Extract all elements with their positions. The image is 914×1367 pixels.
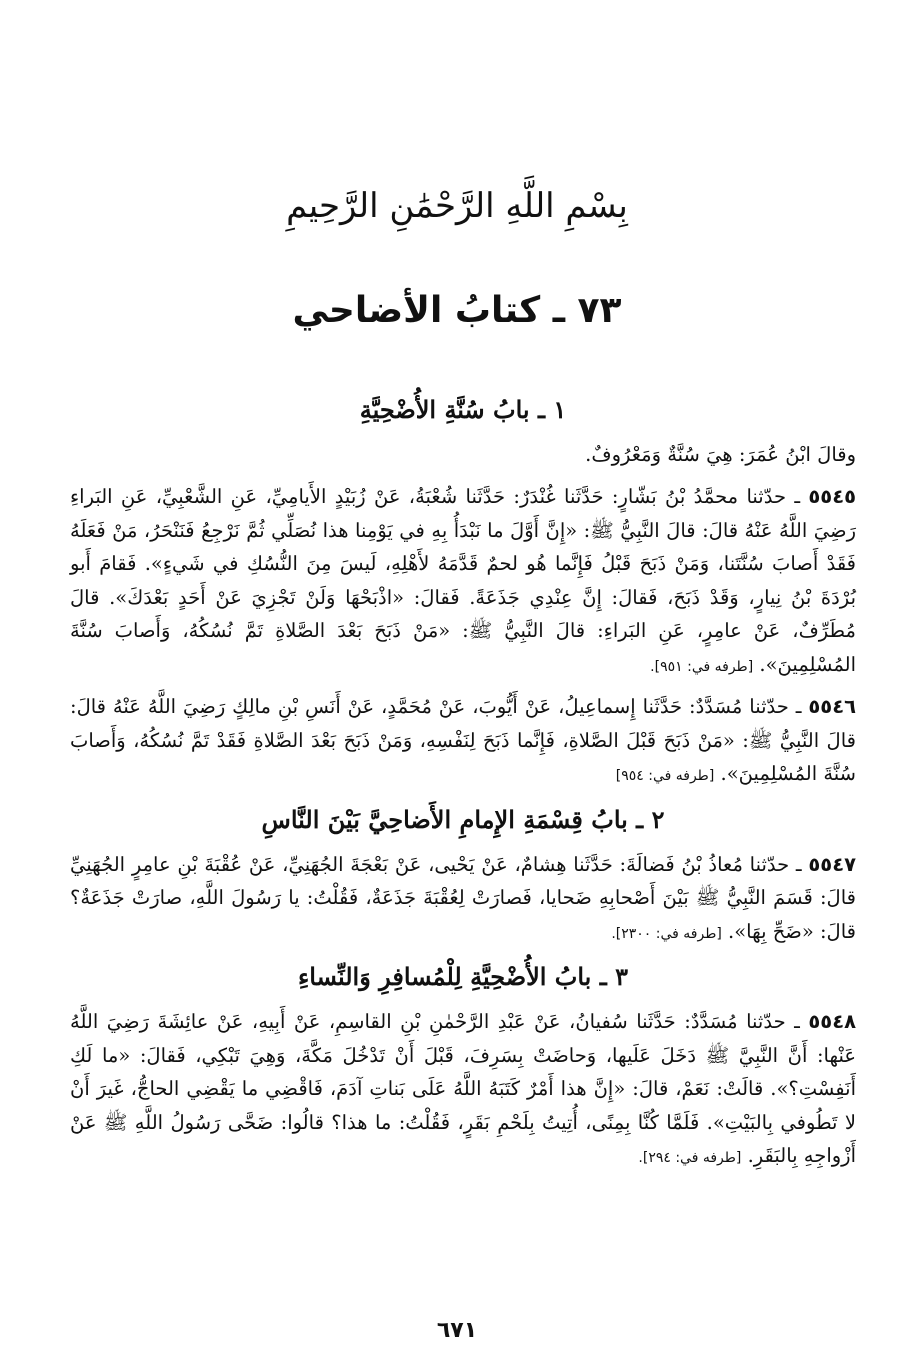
hadith-paragraph bbox=[70, 480, 856, 684]
hadith-number: ٥٥٤٨ bbox=[808, 1010, 857, 1033]
chapter-section bbox=[70, 800, 856, 952]
chapter-section bbox=[70, 957, 856, 1176]
hadith-number: ٥٥٤٦ bbox=[808, 695, 856, 718]
page-number: ٦٧١ bbox=[436, 1318, 478, 1343]
page-content bbox=[70, 390, 856, 1182]
chapter-heading: ٢ ـ بابُ قِسْمَةِ الإِمامِ الأَضاحِيَّ بَيْنَ النَّاسِ bbox=[261, 804, 665, 834]
hadith-text: ـ حدّثنا مُسَدَّدٌ: حَدَّثَنا إِسماعِيلُ، عَنْ أَيُّوبَ، عَنْ مُحَمَّدٍ، عَنْ أَنَسِ بْنِ مالِكٍ رَضِيَ اللَّهُ عَنْهُ قالَ: قالَ النَّبِيُّ ﷺ: «مَنْ ذَبَحَ قَبْلَ الصَّلاةِ، فَإِنَّما ذَبَحَ لِنَفْسِهِ، وَمَنْ ذَبَحَ بَعْدَ الصَّلاةِ فَقَدْ تَمَّ نُسُكُهُ، وَأَصابَ سُنَّةَ المُسْلِمِينَ». bbox=[70, 695, 856, 785]
chapter-heading: ٣ ـ بابُ الأُضْحِيَّةِ لِلْمُسافِرِ وَالنِّساءِ bbox=[297, 962, 628, 991]
hadith-number: ٥٥٤٥ bbox=[808, 485, 856, 508]
hadith-text: ـ حدّثنا محمَّدُ بْنُ بَشّارٍ: حَدَّثَنا غُنْدَرٌ: حَدَّثَنا شُعْبَةُ، عَنْ زُبَيْدٍ الأَيامِيِّ، عَنِ الشَّعْبِيِّ، عَنِ البَراءِ رَضِيَ اللَّهُ عَنْهُ قالَ: قالَ النَّبِيُّ ﷺ: «إِنَّ أَوَّلَ ما نَبْدَأُ بِهِ في يَوْمِنا هذا نُصَلِّي ثُمَّ نَرْجِعُ فَنَنْحَرُ، مَنْ فَعَلَهُ فَقَدْ أَصابَ سُنَّتَنا، وَمَنْ ذَبَحَ قَبْلُ فَإِنَّما هُو لحمٌ قَدَّمَهُ لأَهْلِهِ، لَيسَ مِنَ النُّسُكِ في شَيءٍ». فَقامَ أَبو بُرْدَةَ بْنُ نِيارٍ، وَقَدْ ذَبَحَ، فَقالَ: إِنَّ عِنْدِي جَذَعَةً. فَقالَ: «اذْبَحْهَا وَلَنْ تَجْزِيَ عَنْ أَحَدٍ بَعْدَكَ». قالَ مُطَرِّفٌ، عَنْ عامِرٍ، عَنِ البَراءِ: قالَ النَّبِيُّ ﷺ: «مَنْ ذَبَحَ بَعْدَ الصَّلاةِ تَمَّ نُسُكُهُ، وَأَصابَ سُنَّةَ المُسْلِمِينَ». bbox=[70, 485, 856, 676]
hadith-reference: [طرفه في: ٢٣٠٠]. bbox=[611, 925, 722, 942]
chapter-intro: وقالَ ابْنُ عُمَرَ: هِيَ سُنَّةٌ وَمَعْرُوفٌ. bbox=[585, 443, 856, 466]
book-title: ٧٣ ـ كتابُ الأضاحي bbox=[292, 290, 622, 331]
hadith-reference: [طرفه في: ٢٩٤]. bbox=[638, 1150, 742, 1166]
chapter-section bbox=[70, 390, 856, 794]
hadith-text: ـ حدّثنا مُعاذُ بْنُ فَضالَةَ: حَدَّثَنا هِشامٌ، عَنْ يَحْيى، عَنْ بَعْجَةَ الجُهَنِيِّ، عَنْ عُقْبَةَ بْنِ عامِرٍ الجُهَنِيِّ قالَ: قَسَمَ النَّبِيُّ ﷺ بَيْنَ أَصْحابِهِ ضَحايا، فَصارَتْ لِعُقْبَةَ جَذَعَةٌ، فَقُلْتُ: يا رَسُولَ اللَّهِ، صارَتْ جَذَعَةٌ؟ قالَ: «ضَحِّ بِهَا». bbox=[70, 852, 856, 943]
hadith-paragraph bbox=[70, 1005, 856, 1176]
hadith-reference: [طرفه في: ٩٥١]. bbox=[650, 658, 754, 675]
chapter-heading: ١ ـ بابُ سُنَّةِ الأُضْحِيَّةِ bbox=[359, 395, 567, 424]
hadith-reference: [طرفه في: ٩٥٤] bbox=[615, 768, 715, 784]
hadith-paragraph bbox=[70, 690, 856, 794]
hadith-text: ـ حدّثنا مُسَدَّدٌ: حَدَّثَنا سُفيانُ، عَنْ عَبْدِ الرَّحْمٰنِ بْنِ القاسِمِ، عَنْ أَبِيهِ، عَنْ عائِشَةَ رَضِيَ اللَّهُ عَنْها: أَنَّ النَّبِيَّ ﷺ دَخَلَ عَلَيها، وَحاضَتْ بِسَرِفَ، قَبْلَ أَنْ تَدْخُلَ مَكَّةَ، وَهِيَ تَبْكِي، فَقالَ: «ما لَكِ أَنَفِسْتِ؟». قالَتْ: نَعَمْ، قالَ: «إِنَّ هذا أَمْرٌ كَتَبَهُ اللَّهُ عَلَى بَناتِ آدَمَ، فَاقْضِي ما يَقْضِي الحاجُّ، غَيرَ أَنْ لا تَطُوفي بِالبَيْتِ». فَلَمَّا كُنَّا بِمِنًى، أُتِيتُ بِلَحْمِ بَقَرٍ، فَقُلْتُ: ما هذا؟ قالُوا: ضَحَّى رَسُولُ اللَّهِ ﷺ عَنْ أَزْواجِهِ بِالبَقَرِ. bbox=[70, 1010, 856, 1167]
hadith-paragraph bbox=[70, 848, 856, 952]
basmala-heading: بِسْمِ اللَّهِ الرَّحْمَٰنِ الرَّحِيمِ bbox=[286, 186, 628, 226]
hadith-number: ٥٥٤٧ bbox=[808, 852, 856, 876]
